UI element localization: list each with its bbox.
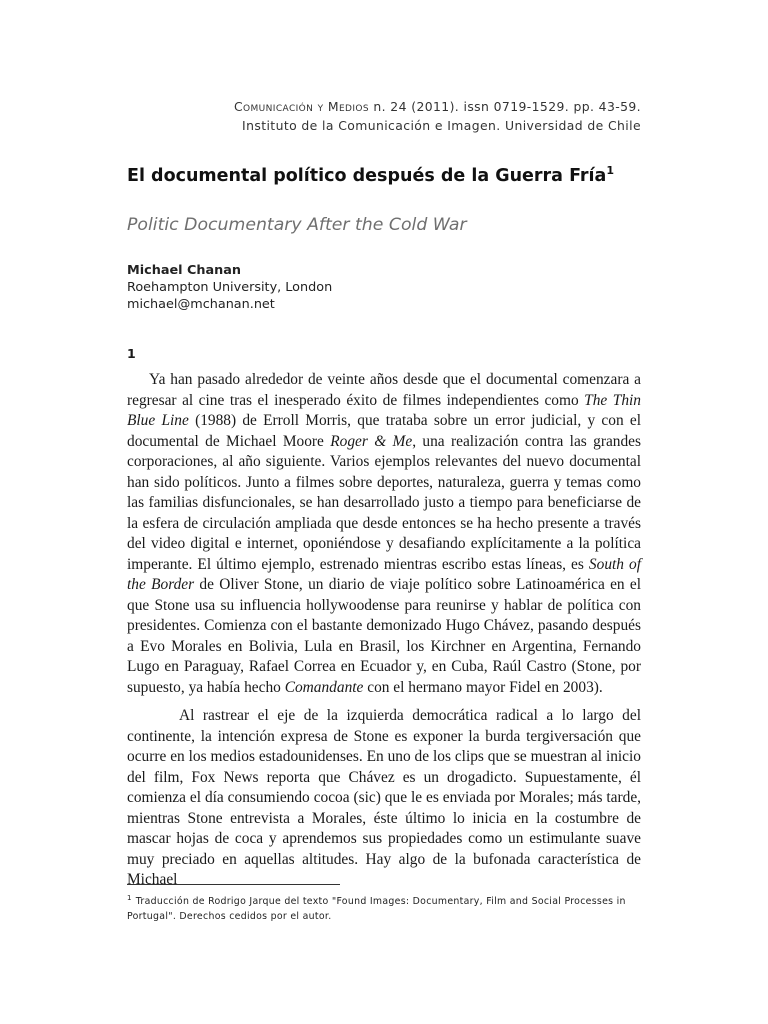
body-paragraph-1 — [127, 370, 641, 698]
title-footnote-marker[interactable]: 1 — [606, 164, 615, 177]
institution-line: Instituto de la Comunicación e Imagen. Universidad de Chile — [242, 118, 641, 133]
author-affiliation: Roehampton University, London — [127, 280, 333, 295]
journal-name: Comunicación y Medios — [233, 99, 370, 114]
author-block — [127, 262, 332, 313]
text-run: , una realización contra las grandes corporaciones, al año siguiente. Varios ejemplos relevantes del nuevo documental han sido políticos. Junto a filmes sobre deportes, naturaleza, guerra y temas como las familias disfuncionales, se han desarrollado justo a tiempo para beneficiarse de la esfera de circulación ampliada que desde entonces se ha hecho presente a través del video digital e internet, oponiéndose y desafiando explícitamente a la política imperante. El último ejemplo, estrenado mientras escribo estas líneas, es — [127, 432, 641, 573]
text-run: de Oliver Stone, un diario de viaje político sobre Latinoamérica en el que Stone usa su influencia hollywoodense para reunirse y hablar de política con presidentes. Comienza con el bastante demonizado Hugo Chávez, pasando después a Evo Morales en Bolivia, Lula en Brasil, los Kirchner en Argentina, Fernando Lugo en Paraguay, Rafael Correa en Ecuador y, en Cuba, Raúl Castro (Stone, por supuesto, ya había hecho — [127, 576, 642, 696]
italic-title-run: The Thin Blue Line — [127, 391, 641, 429]
body-paragraph-2 — [127, 706, 641, 891]
journal-citation-line — [234, 97, 641, 116]
article-title-text: El documental político después de la Guerra Fría — [127, 165, 607, 186]
article-subtitle: Politic Documentary After the Cold War — [127, 215, 467, 235]
journal-header — [234, 97, 641, 135]
text-run: con el hermano mayor Fidel en 2003). — [363, 678, 603, 696]
footnote — [127, 891, 641, 924]
italic-title-run: Roger & Me — [330, 432, 413, 450]
section-number: 1 — [127, 346, 136, 361]
text-run: Al rastrear el eje de la izquierda democrática radical a lo largo del continente, la intención expresa de Stone es exponer la burda tergiversación que ocurre en los medios estadounidenses. En uno de los clips que se muestran al inicio del film, Fox News reporta que Chávez es un drogadicto. Supuestamente, él comienza el día consumiendo cocoa (sic) que le es enviada por Morales; más tarde, mientras Stone entrevista a Morales, éste último lo inicia en la costumbre de mascar hojas de coca y aprendemos sus propiedades como un estimulante suave muy preciado en aquellas altitudes. Hay algo de la bufonada característica de Michael — [127, 707, 641, 888]
italic-title-run: Comandante — [284, 678, 364, 696]
footnote-marker: 1 — [127, 894, 132, 902]
author-email[interactable]: michael@mchanan.net — [127, 297, 275, 312]
footnote-divider — [127, 884, 340, 885]
text-run: Ya han pasado alrededor de veinte años desde que el documental comenzara a regresar al cine tras el inesperado éxito de filmes independientes como — [127, 371, 641, 409]
article-body — [127, 370, 641, 891]
author-name: Michael Chanan — [127, 263, 241, 278]
article-title — [127, 164, 614, 186]
issue-info: n. 24 (2011). issn 0719-1529. pp. 43-59. — [373, 99, 641, 114]
footnote-text: Traducción de Rodrigo Jarque del texto "Found Images: Documentary, Film and Social Processes in Portugal". Derechos cedidos por el autor. — [127, 896, 626, 923]
italic-title-run: South of the Border — [127, 555, 641, 593]
text-run: (1988) de Erroll Morris, que trataba sobre un error judicial, y con el documental de Michael Moore — [127, 412, 642, 450]
